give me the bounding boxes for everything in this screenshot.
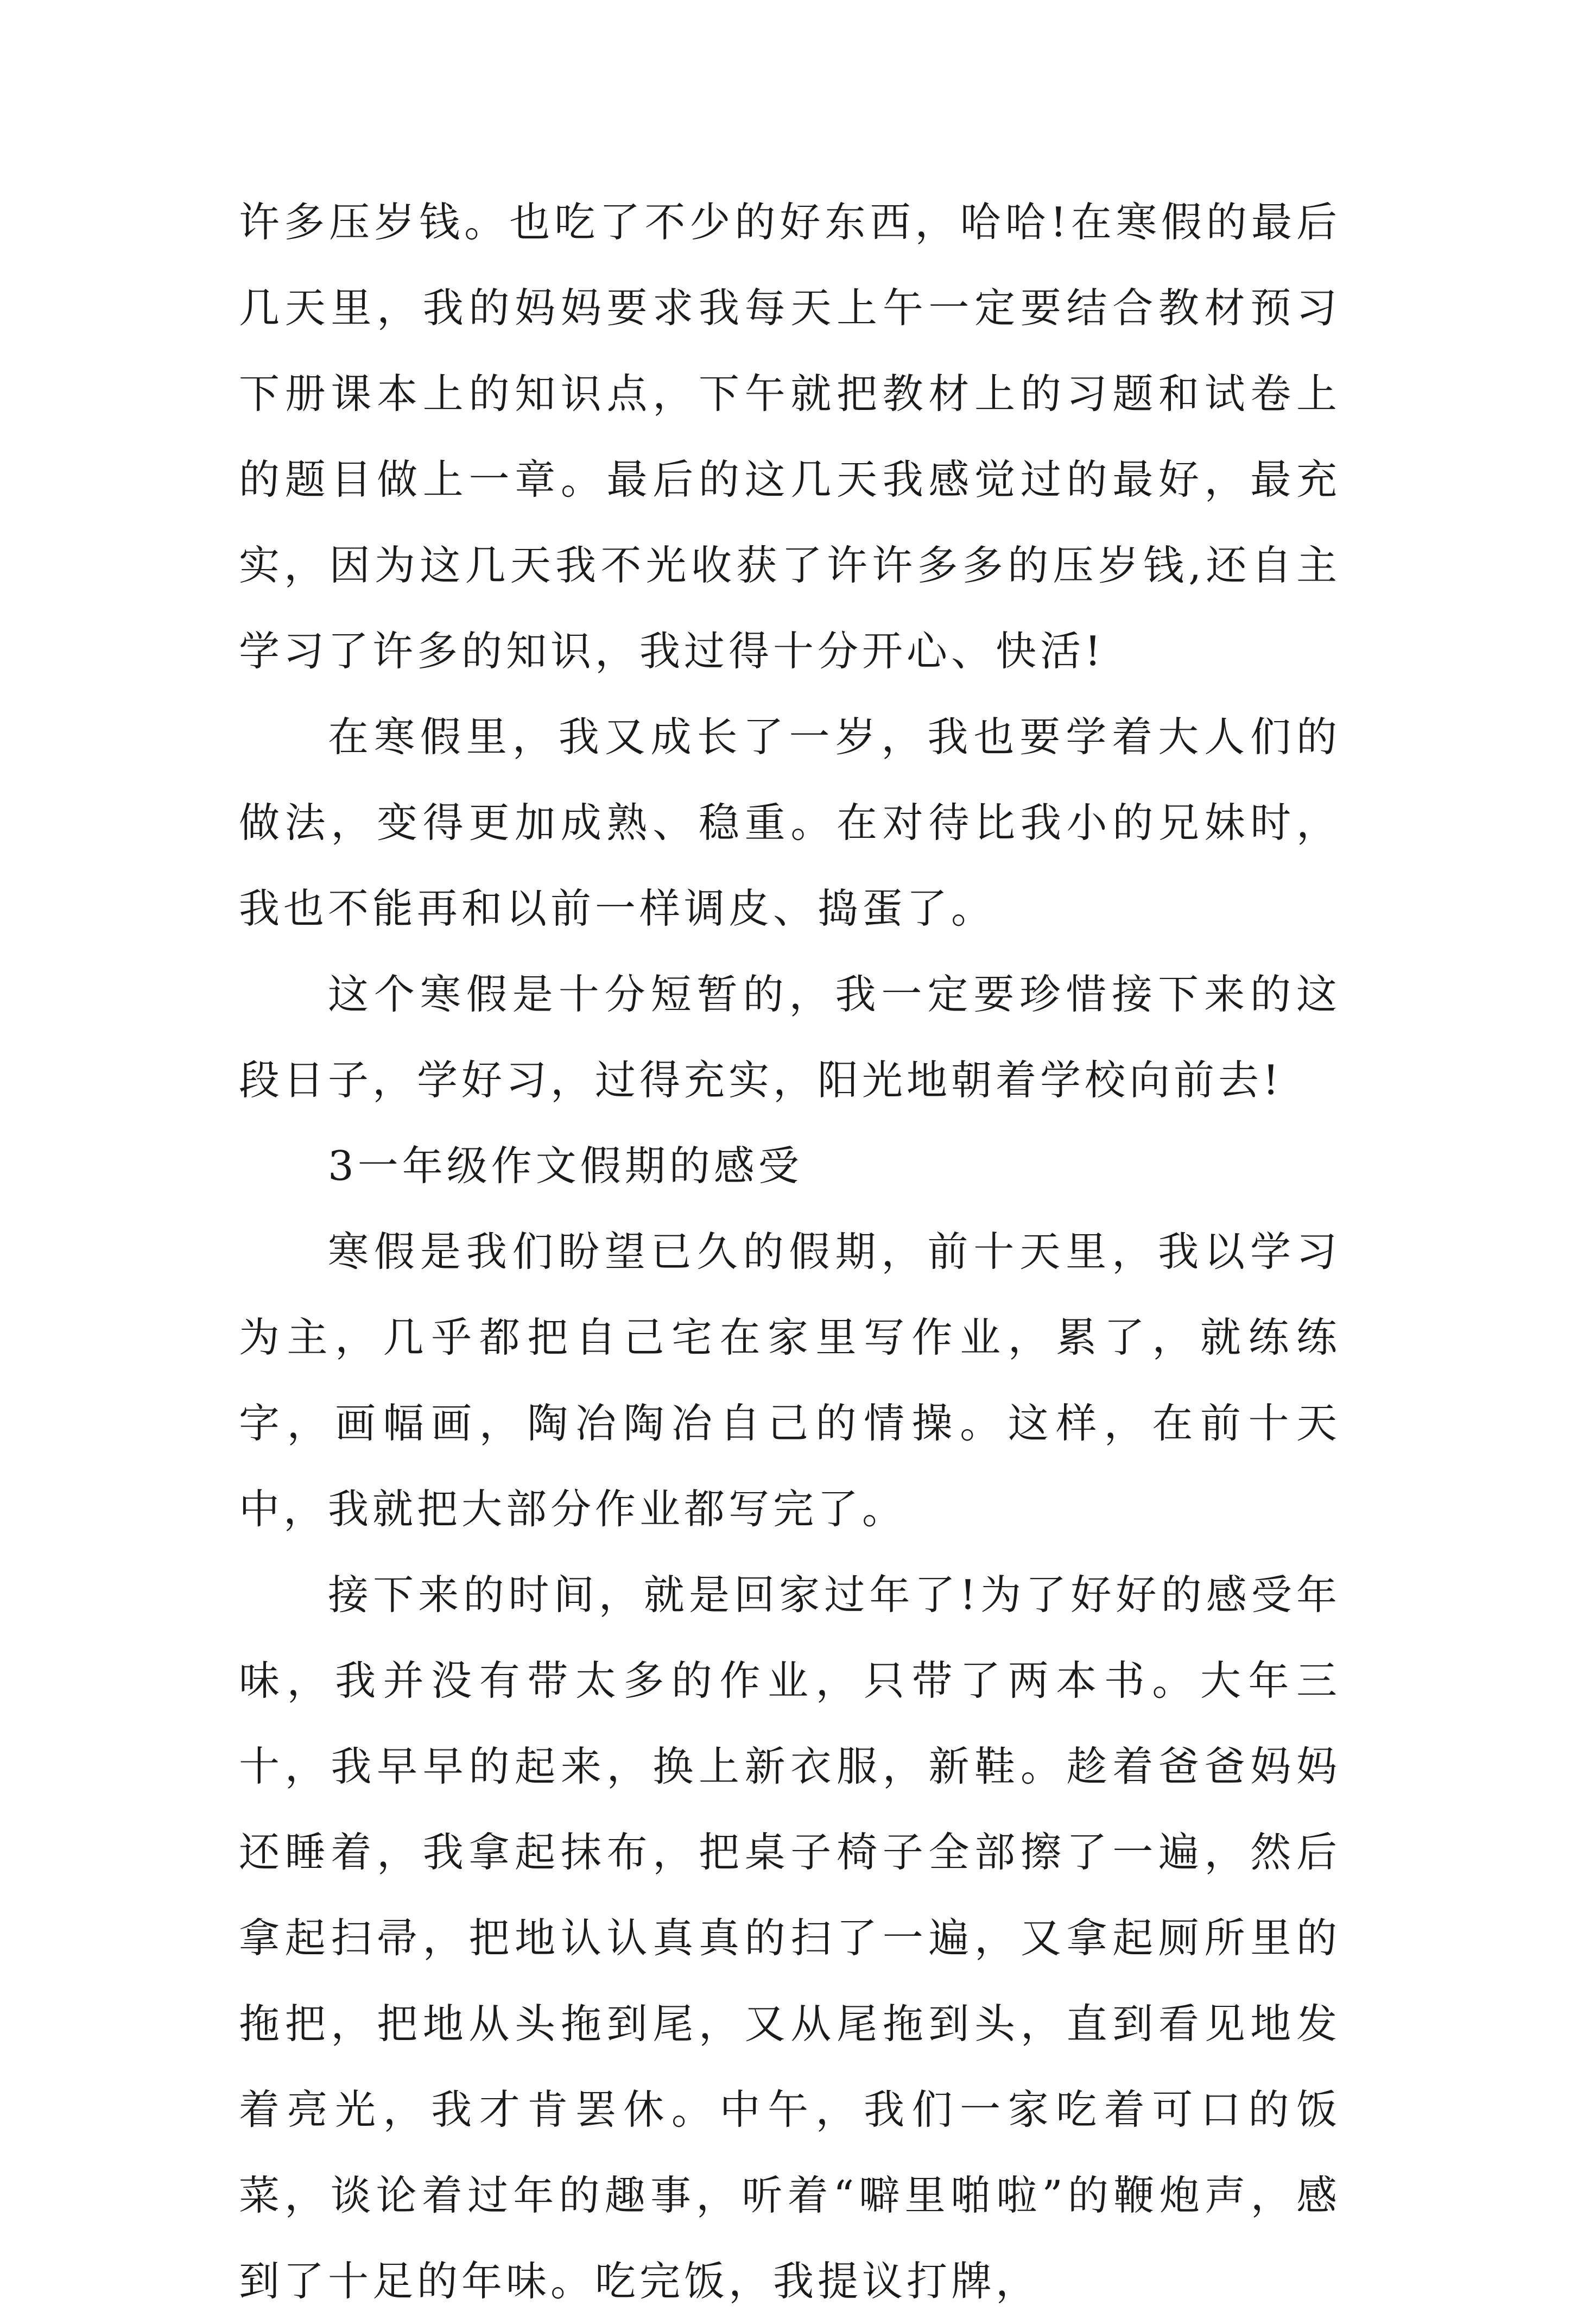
paragraph-1: 许多压岁钱。也吃了不少的好东西，哈哈!在寒假的最后几天里，我的妈妈要求我每天上午一定要结合教材预习下册课本上的知识点，下午就把教材上的习题和试卷上的题目做上一章。最后的这几天我感觉过的最好，最充实，因为这几天我不光收获了许许多多的压岁钱,还自主学习了许多的知识，我过得十分开心、快活! — [239, 198, 1341, 675]
paragraph-2: 在寒假里，我又成长了一岁，我也要学着大人们的做法，变得更加成熟、稳重。在对待比我小的兄妹时，我也不能再和以前一样调皮、捣蛋了。 — [239, 713, 1341, 932]
section-heading: 3一年级作文假期的感受 — [328, 1142, 803, 1190]
paragraph-5: 接下来的时间，就是回家过年了!为了好好的感受年味，我并没有带太多的作业，只带了两本书。大年三十，我早早的起来，换上新衣服，新鞋。趁着爸爸妈妈还睡着，我拿起抹布，把桌子椅子全部擦了一遍，然后拿起扫帚，把地认认真真的扫了一遍，又拿起厕所里的拖把，把地从头拖到尾，又从尾拖到头，直到看见地发着亮光，我才肯罢休。中午，我们一家吃着可口的饭菜，谈论着过年的趣事，听着“噼里啪啦”的鞭炮声，感到了十足的年味。吃完饭，我提议打牌， — [239, 1571, 1341, 2305]
paragraph-3: 这个寒假是十分短暂的，我一定要珍惜接下来的这段日子，学好习，过得充实，阳光地朝着学校向前去! — [239, 970, 1341, 1104]
document-body — [239, 179, 1341, 2324]
paragraph-4: 寒假是我们盼望已久的假期，前十天里，我以学习为主，几乎都把自己宅在家里写作业，累了，就练练字，画幅画，陶冶陶冶自己的情操。这样，在前十天中，我就把大部分作业都写完了。 — [239, 1228, 1341, 1533]
